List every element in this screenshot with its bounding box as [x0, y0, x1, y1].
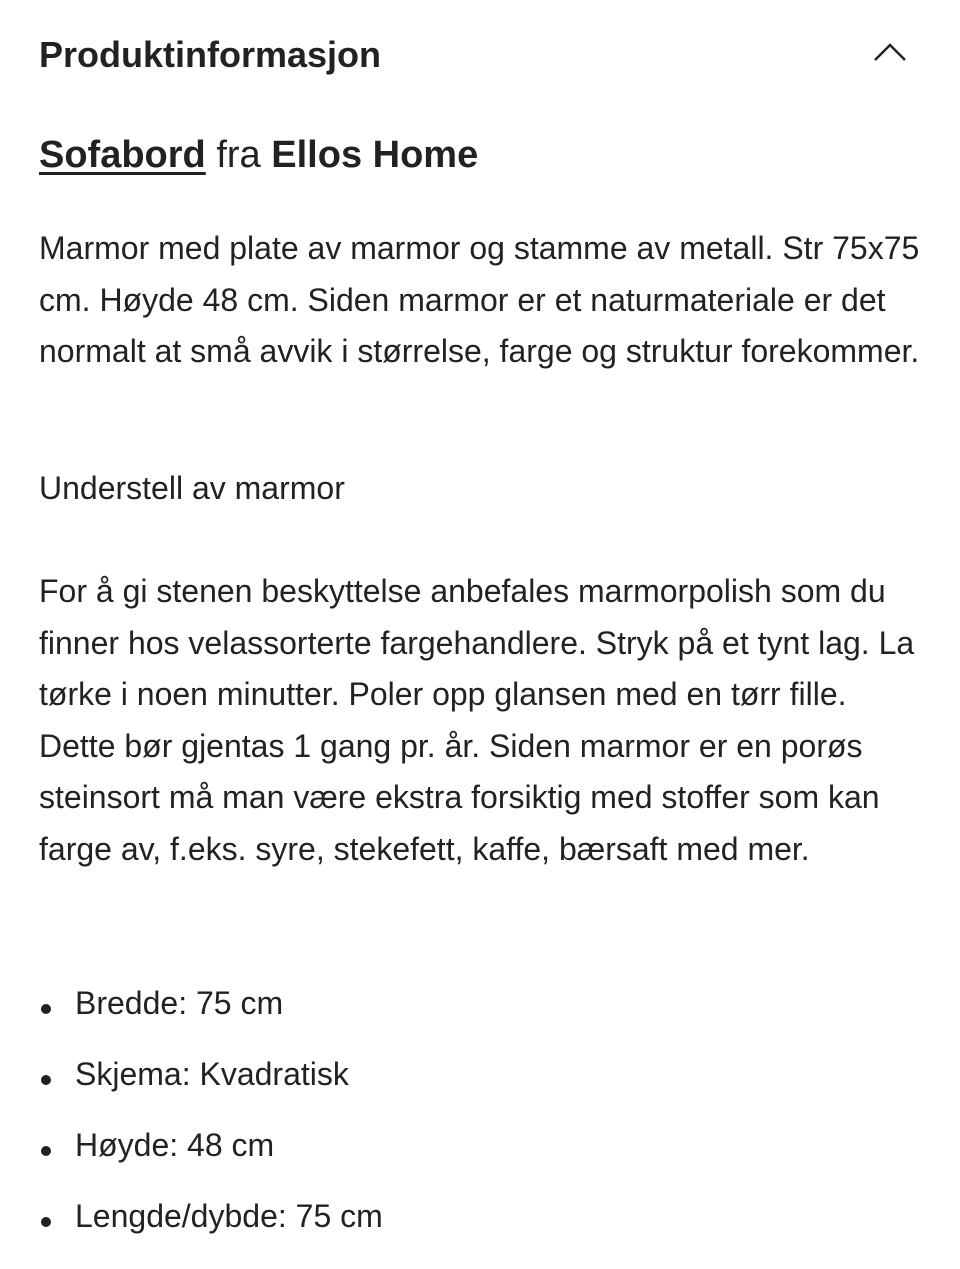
list-item	[39, 1056, 383, 1127]
care-paragraph: For å gi stenen beskyttelse anbefales marmorpolish som du finner hos velassorterte fargehandlere. Stryk på et tynt lag. La tørke i noen minutter. Poler opp glansen med en tørr fille. Dette bør gjentas 1 gang pr. år. Siden marmor er en porøs steinsort må man være ekstra forsiktig med stoffer som kan farge av, f.eks. syre, stekefett, kaffe, bærsaft med mer.	[39, 573, 915, 867]
description-paragraph: Marmor med plate av marmor og stamme av metall. Str 75x75 cm. Høyde 48 cm. Siden marmor er et naturmateriale er det normalt at små avvik i størrelse, farge og struktur forekommer.	[39, 230, 920, 369]
spec-text: Lengde/dybde: 75 cm	[75, 1198, 383, 1234]
spec-text: Høyde: 48 cm	[75, 1127, 275, 1163]
chevron-up-icon[interactable]	[872, 40, 908, 64]
bullet-icon	[41, 1075, 51, 1085]
brand-name: Ellos Home	[271, 134, 479, 176]
bullet-icon	[41, 1217, 51, 1227]
product-title	[39, 134, 478, 177]
bullet-icon	[41, 1004, 51, 1014]
from-text: fra	[216, 134, 261, 176]
section-title[interactable]: Produktinformasjon	[39, 34, 382, 75]
category-link[interactable]: Sofabord	[39, 134, 206, 176]
spec-list	[39, 985, 383, 1269]
list-item	[39, 1127, 383, 1198]
spec-text: Bredde: 75 cm	[75, 985, 284, 1021]
bullet-icon	[41, 1146, 51, 1156]
description-paragraph: Understell av marmor	[39, 470, 345, 506]
list-item	[39, 1198, 383, 1269]
list-item	[39, 985, 383, 1056]
spec-text: Skjema: Kvadratisk	[75, 1056, 349, 1092]
